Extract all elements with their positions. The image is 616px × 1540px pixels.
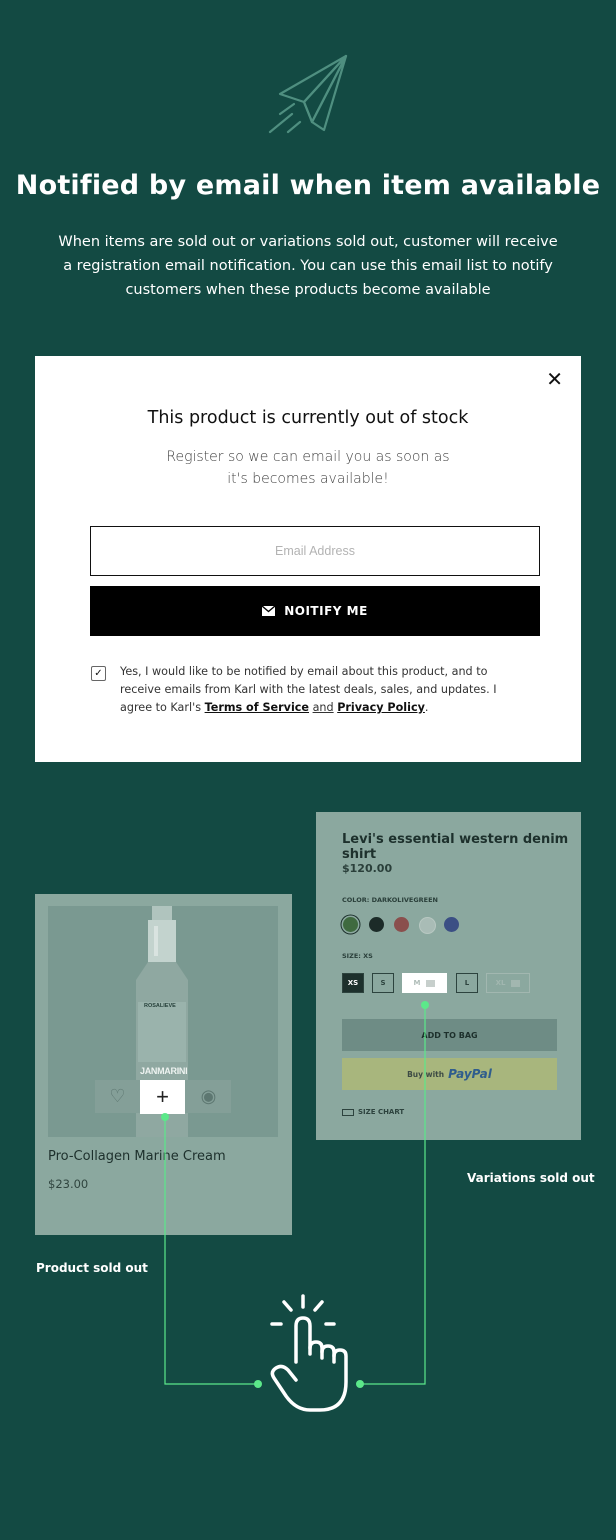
modal-description: Register so we can email you as soon as it's becomes available! xyxy=(166,449,450,487)
modal-title: This product is currently out of stock xyxy=(147,408,469,428)
tap-hand-icon xyxy=(266,1292,352,1416)
color-swatch[interactable] xyxy=(419,917,436,934)
consent-checkbox[interactable] xyxy=(91,666,106,681)
page-description: When items are sold out or variations sold out, customer will receive a registration email notification. You can use this email list to notify customers when these products become available xyxy=(58,234,558,298)
bottle-maker-text: JANMARINI xyxy=(140,1066,188,1076)
check-icon: ✓ xyxy=(94,668,103,679)
period-text: . xyxy=(424,701,429,714)
size-option-label: S xyxy=(380,979,386,987)
notify-me-button[interactable] xyxy=(90,586,540,636)
size-option-s[interactable] xyxy=(372,973,394,993)
size-option-xs[interactable] xyxy=(342,973,364,993)
color-swatch[interactable] xyxy=(444,917,459,932)
mail-icon xyxy=(511,980,520,987)
page-title: Notified by email when item available xyxy=(15,170,601,201)
product-name[interactable]: Pro-Collagen Marine Cream xyxy=(48,1149,226,1164)
size-chart-label: SIZE CHART xyxy=(358,1108,405,1116)
product-action-bar xyxy=(95,1080,231,1113)
size-label: SIZE: XS xyxy=(342,952,373,960)
mail-icon xyxy=(426,980,435,987)
consent-text xyxy=(120,663,530,717)
product-price: $23.00 xyxy=(48,1177,89,1191)
size-option-label: XS xyxy=(347,979,359,987)
size-option-m[interactable] xyxy=(402,973,447,993)
plus-icon[interactable]: + xyxy=(140,1080,185,1114)
paper-plane-icon xyxy=(266,52,350,136)
color-swatch[interactable] xyxy=(394,917,409,932)
close-icon[interactable]: ✕ xyxy=(546,369,563,391)
ruler-icon xyxy=(342,1109,354,1116)
paypal-button[interactable] xyxy=(342,1058,557,1090)
color-label: COLOR: DARKOLIVEGREEN xyxy=(342,896,438,904)
sold-out-product-card xyxy=(35,894,292,1235)
size-option-label: L xyxy=(464,979,470,987)
and-text: and xyxy=(312,701,334,714)
out-of-stock-modal xyxy=(35,356,581,762)
eye-icon[interactable]: ◉ xyxy=(200,1086,217,1106)
bottle-brand-text: ROSALIEVE xyxy=(144,1003,176,1009)
consent-label: Yes, I would like to be notified by email about this product, and to receive emails from Karl with the latest deals, sales, and updates. I agree to Karl's xyxy=(120,665,497,714)
add-to-bag-button[interactable]: ADD TO BAG xyxy=(342,1019,557,1051)
size-option-xl[interactable] xyxy=(486,973,530,993)
size-option-l[interactable] xyxy=(456,973,478,993)
email-field[interactable] xyxy=(90,526,540,576)
heart-icon[interactable]: ♡ xyxy=(109,1086,126,1106)
terms-of-service-link[interactable]: Terms of Service xyxy=(204,701,310,714)
paypal-logo: PayPal xyxy=(448,1067,492,1081)
color-swatch[interactable] xyxy=(369,917,384,932)
notify-me-label: NOITIFY ME xyxy=(284,604,368,618)
product-sold-out-label: Product sold out xyxy=(36,1261,148,1275)
size-option-label: M xyxy=(413,979,421,987)
variations-sold-out-label: Variations sold out xyxy=(467,1171,595,1185)
variant-product-title: Levi's essential western denim shirt xyxy=(342,832,569,862)
variant-product-price: $120.00 xyxy=(342,862,393,875)
privacy-policy-link[interactable]: Privacy Policy xyxy=(337,701,425,714)
size-chart-link[interactable] xyxy=(342,1108,404,1116)
variant-product-card xyxy=(316,812,581,1140)
paypal-prefix: Buy with xyxy=(407,1069,445,1079)
mail-icon xyxy=(262,606,275,616)
color-swatch[interactable] xyxy=(343,917,358,932)
size-option-label: XL xyxy=(495,979,506,987)
